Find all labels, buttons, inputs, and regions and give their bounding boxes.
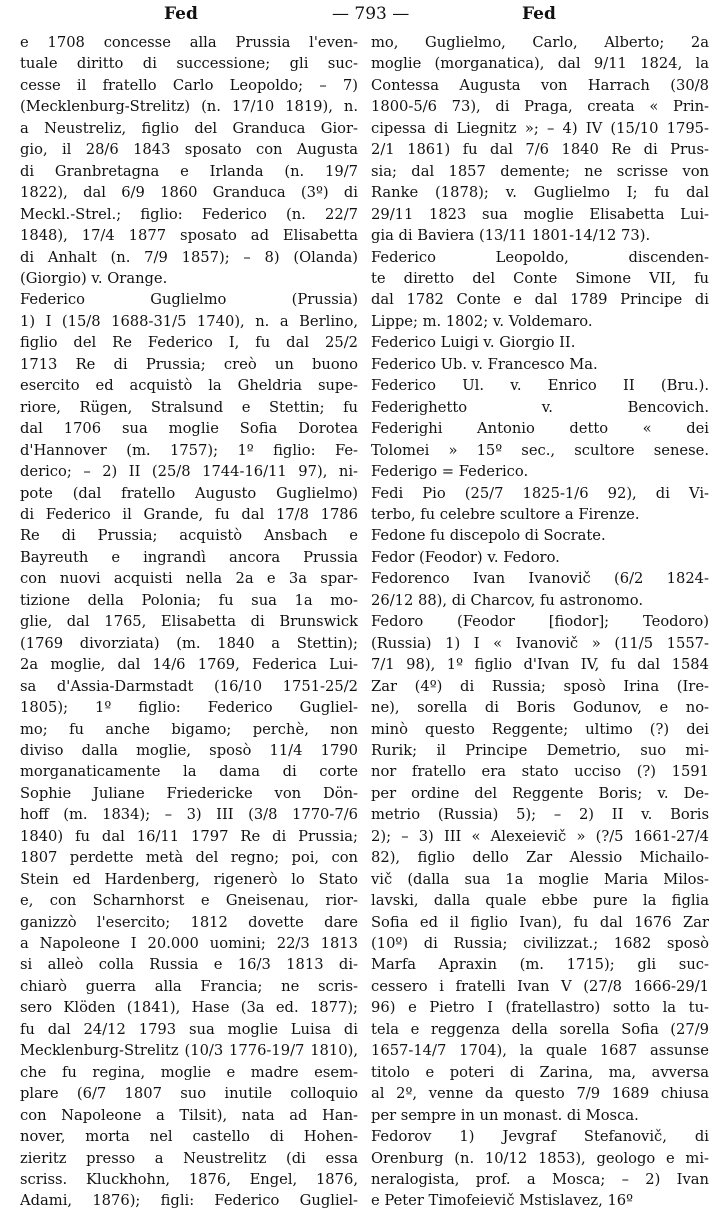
text-line: con Napoleone a Tilsit), nata ad Han-	[20, 1106, 358, 1124]
text-line: 1800-5/6 73), di Praga, creata « Prin-	[371, 98, 709, 116]
text-line: di Anhalt (n. 7/9 1857); – 8) (Olanda)	[20, 248, 358, 266]
text-line: te diretto del Conte Simone VII, fu	[371, 269, 709, 287]
text-line: 29/11 1823 sua moglie Elisabetta Lui-	[371, 205, 709, 223]
text-line: (1769 divorziata) (m. 1840 a Stettin);	[20, 634, 358, 652]
page-number: — 793 —	[332, 4, 410, 24]
text-line: Lippe; m. 1802; v. Voldemaro.	[371, 312, 593, 330]
text-line: nover, morta nel castello di Hohen-	[20, 1128, 358, 1146]
text-line: (Russia) 1) I « Ivanovič » (11/5 1557-	[371, 634, 709, 652]
text-line: tuale diritto di successione; gli suc-	[20, 55, 358, 73]
text-line: Fedorenco Ivan Ivanovič (6/2 1824-	[371, 570, 709, 588]
text-line: Federico Ul. v. Enrico II (Bru.).	[371, 377, 709, 395]
text-line: di Granbretagna e Irlanda (n. 19/7	[20, 162, 358, 180]
text-line: derico; – 2) II (25/8 1744-16/11 97), ni-	[20, 463, 358, 481]
text-line: 1713 Re di Prussia; creò un buono	[20, 355, 358, 373]
text-line: Contessa Augusta von Harrach (30/8	[371, 76, 709, 94]
text-line: gia di Baviera (13/11 1801-14/12 73).	[371, 227, 651, 245]
text-line: Ranke (1878); v. Guglielmo I; fu dal	[371, 184, 709, 202]
text-line: Sophie Juliane Friedericke von Dön-	[20, 784, 358, 802]
text-line: Orenburg (n. 10/12 1853), geologo e mi-	[371, 1149, 709, 1167]
text-line: al 2º, venne da questo 7/9 1689 chiusa	[371, 1085, 709, 1103]
text-line: a Napoleone I 20.000 uomini; 22/3 1813	[20, 935, 358, 953]
text-line: neralogista, prof. a Mosca; – 2) Ivan	[371, 1171, 709, 1189]
text-line: sa d'Assia-Darmstadt (16/10 1751-25/2	[20, 677, 358, 695]
text-line: figlio del Re Federico I, fu dal 25/2	[20, 334, 358, 352]
text-line: Meckl.-Strel.; figlio: Federico (n. 22/7	[20, 205, 358, 223]
text-line: riore, Rügen, Stralsund e Stettin; fu	[20, 398, 358, 416]
text-line: esercito ed acquistò la Gheldria supe-	[20, 377, 358, 395]
text-line: cipessa di Liegnitz »; – 4) IV (15/10 1795-	[371, 119, 709, 137]
text-line: Federighetto v. Bencovich.	[371, 398, 709, 416]
text-line: lavski, dalla quale ebbe pure la figlia	[371, 892, 709, 910]
text-line: di Federico il Grande, fu dal 17/8 1786	[20, 505, 358, 523]
text-line: Adami, 1876); figli: Federico Gugliel-	[20, 1192, 358, 1210]
text-line: dal 1706 sua moglie Sofia Dorotea	[20, 420, 358, 438]
page-header	[14, 4, 704, 26]
text-line: Sofia ed il figlio Ivan), fu dal 1676 Zar	[371, 913, 709, 931]
text-line: 1) I (15/8 1688-31/5 1740), n. a Berlino,	[20, 312, 358, 330]
text-line: Federico Guglielmo (Prussia)	[20, 291, 358, 309]
text-line: con nuovi acquisti nella 2a e 3a spar-	[20, 570, 358, 588]
text-line: Bayreuth e ingrandì ancora Prussia	[20, 548, 358, 566]
text-line: Marfa Apraxin (m. 1715); gli suc-	[371, 956, 709, 974]
text-line: 1657-14/7 1704), la quale 1687 assunse	[371, 1042, 709, 1060]
text-line: gio, il 28/6 1843 sposato con Augusta	[20, 141, 358, 159]
text-line: Tolomei » 15º sec., scultore senese.	[371, 441, 709, 459]
text-line: glie, dal 1765, Elisabetta di Brunswick	[20, 613, 358, 631]
text-line: Fedi Pio (25/7 1825-1/6 92), di Vi-	[371, 484, 709, 502]
running-head-right: Fed	[522, 4, 556, 24]
text-line: dal 1782 Conte e dal 1789 Principe di	[371, 291, 709, 309]
text-line: terbo, fu celebre scultore a Firenze.	[371, 505, 640, 523]
text-line: Re di Prussia; acquistò Ansbach e	[20, 527, 358, 545]
text-line: 2/1 1861) fu dal 7/6 1840 Re di Prus-	[371, 141, 709, 159]
text-line: scriss. Kluckhohn, 1876, Engel, 1876,	[20, 1171, 358, 1189]
text-line: ganizzò l'esercito; 1812 dovette dare	[20, 913, 358, 931]
text-line: 1848), 17/4 1877 sposato ad Elisabetta	[20, 227, 358, 245]
text-line: tela e reggenza della sorella Sofia (27/9	[371, 1020, 709, 1038]
text-line: e Peter Timofeievič Mstislavez, 16º	[371, 1192, 634, 1210]
text-line: Federighi Antonio detto « dei	[371, 420, 709, 438]
text-line: mo, Guglielmo, Carlo, Alberto; 2a	[371, 34, 709, 51]
text-line: (10º) di Russia; civilizzat.; 1682 sposò	[371, 935, 709, 953]
text-line: vič (dalla sua 1a moglie Maria Milos-	[371, 870, 709, 888]
text-line: sero Klöden (1841), Hase (3a ed. 1877);	[20, 999, 358, 1017]
text-line: metrio (Russia) 5); – 2) II v. Boris	[371, 806, 709, 824]
text-line: Federigo = Federico.	[371, 463, 529, 481]
right-column	[371, 32, 709, 1212]
text-line: 26/12 88), di Charcov, fu astronomo.	[371, 591, 644, 609]
text-line: Fedoro (Feodor [fiodor]; Teodoro)	[371, 613, 709, 631]
text-line: ne), sorella di Boris Godunov, e no-	[371, 699, 709, 717]
text-line: diviso dalla moglie, sposò 11/4 1790	[20, 741, 358, 759]
text-line: Federico Luigi v. Giorgio II.	[371, 334, 576, 352]
text-line: e 1708 concesse alla Prussia l'even-	[20, 34, 358, 51]
text-line: a Neustreliz, figlio del Granduca Gior-	[20, 119, 358, 137]
text-line: Federico Ub. v. Francesco Ma.	[371, 355, 598, 373]
text-line: moglie (morganatica), dal 9/11 1824, la	[371, 55, 709, 73]
text-line: cessero i fratelli Ivan V (27/8 1666-29/1	[371, 977, 709, 995]
text-line: Federico Leopoldo, discenden-	[371, 248, 709, 266]
text-line: 82), figlio dello Zar Alessio Michailo-	[371, 849, 709, 867]
text-line: 2); – 3) III « Alexeievič » (?/5 1661-27/4	[371, 827, 709, 845]
text-line: Zar (4º) di Russia; sposò Irina (Ire-	[371, 677, 709, 695]
text-line: cesse il fratello Carlo Leopoldo; – 7)	[20, 76, 358, 94]
text-line: e, con Scharnhorst e Gneisenau, rior-	[20, 892, 358, 910]
text-line: hoff (m. 1834); – 3) III (3/8 1770-7/6	[20, 806, 358, 824]
text-line: per ordine del Reggente Boris; v. De-	[371, 784, 709, 802]
text-line: che fu regina, moglie e madre esem-	[20, 1063, 358, 1081]
text-line: Fedor (Feodor) v. Fedoro.	[371, 548, 560, 566]
text-line: 1840) fu dal 16/11 1797 Re di Prussia;	[20, 827, 358, 845]
text-line: plare (6/7 1807 suo inutile colloquio	[20, 1085, 358, 1103]
text-line: 96) e Pietro I (fratellastro) sotto la tu-	[371, 999, 709, 1017]
text-line: minò questo Reggente; ultimo (?) dei	[371, 720, 709, 738]
text-line: chiarò guerra alla Francia; ne scris-	[20, 977, 358, 995]
text-line: Stein ed Hardenberg, rigenerò lo Stato	[20, 870, 358, 888]
text-line: si alleò colla Russia e 16/3 1813 di-	[20, 956, 358, 974]
text-line: 2a moglie, dal 14/6 1769, Federica Lui-	[20, 656, 358, 674]
text-line: sia; dal 1857 demente; ne scrisse von	[371, 162, 709, 180]
text-line: mo; fu anche bigamo; perchè, non	[20, 720, 358, 738]
text-line: titolo e poteri di Zarina, ma, avversa	[371, 1063, 709, 1081]
running-head-left: Fed	[164, 4, 198, 24]
text-line: fu dal 24/12 1793 sua moglie Luisa di	[20, 1020, 358, 1038]
text-line: Mecklenburg-Strelitz (10/3 1776-19/7 1810),	[20, 1042, 358, 1060]
text-line: tizione della Polonia; fu sua 1a mo-	[20, 591, 358, 609]
text-line: morganaticamente la dama di corte	[20, 763, 358, 781]
text-line: 1805); 1º figlio: Federico Gugliel-	[20, 699, 358, 717]
text-line: (Giorgio) v. Orange.	[20, 269, 168, 287]
text-line: d'Hannover (m. 1757); 1º figlio: Fe-	[20, 441, 358, 459]
text-line: 7/1 98), 1º figlio d'Ivan IV, fu dal 1584	[371, 656, 709, 674]
text-line: (Mecklenburg-Strelitz) (n. 17/10 1819), n.	[20, 98, 358, 116]
text-line: pote (dal fratello Augusto Guglielmo)	[20, 484, 358, 502]
text-line: zieritz presso a Neustrelitz (di essa	[20, 1149, 358, 1167]
text-line: per sempre in un monast. di Mosca.	[371, 1106, 639, 1124]
text-line: Fedone fu discepolo di Socrate.	[371, 527, 606, 545]
text-line: Fedorov 1) Jevgraf Stefanovič, di	[371, 1128, 709, 1146]
text-line: 1822), dal 6/9 1860 Granduca (3º) di	[20, 184, 358, 202]
left-column	[20, 32, 358, 1212]
text-line: Rurik; il Principe Demetrio, suo mi-	[371, 741, 709, 759]
text-line: nor fratello era stato ucciso (?) 1591	[371, 763, 709, 781]
text-line: 1807 perdette metà del regno; poi, con	[20, 849, 358, 867]
